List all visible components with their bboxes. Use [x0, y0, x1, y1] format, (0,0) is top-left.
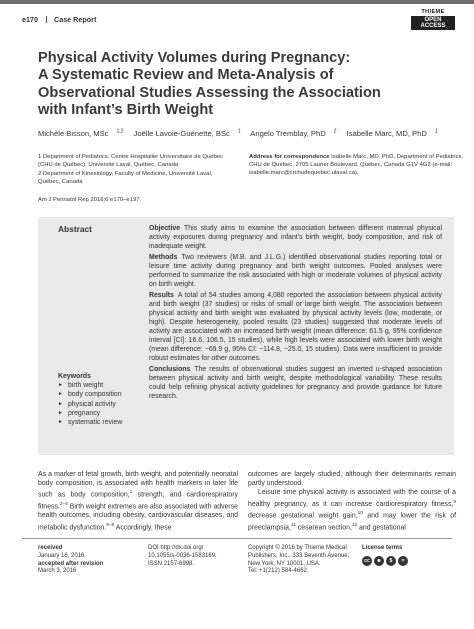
by-icon: ☻ — [374, 556, 384, 566]
copyright-line: Tel: +1(212) 584-4662. — [248, 568, 309, 575]
title-line-2: A Systematic Review and Meta-Analysis of — [38, 67, 334, 84]
copyright-line: Publishers, Inc., 333 Seventh Avenue, — [248, 552, 350, 559]
reference-mark: 2–4 — [59, 501, 68, 507]
keyword-item: ► body composition — [58, 390, 122, 399]
badge-line-2: ACCESS — [420, 23, 446, 30]
objective-text: This study aims to examine the association between different maternal physical activity exposures during pregnancy and infant’s birth weight, body composition, and risk of inadequate weight. — [149, 225, 442, 251]
abstract-objective — [149, 224, 442, 251]
methods-text: Two reviewers (M.B. and J.L.G.) identified observational studies reporting total or leisure time activity during pregnancy and birth weight outcomes. Pooled analyses were performed to summarize the risk associated with high or moderate volumes of physical activity on birth weight. — [149, 253, 442, 289]
body-text: outcomes are largely studied, although their determinants remain partly understood. — [248, 471, 456, 488]
journal-citation: Am J Perinatol Rep 2016;6:e170–e197. — [38, 197, 142, 203]
author-name: Angelo Tremblay, PhD — [250, 128, 326, 138]
body-text: strength, and cardiorespiratory fitness. — [38, 491, 238, 511]
author-affiliation-mark: 1,2 — [116, 128, 124, 134]
author — [250, 129, 336, 138]
keyword-item: ► pregnancy — [58, 409, 122, 418]
reference-mark: 1 — [129, 490, 133, 496]
page-number: e170 — [22, 15, 38, 24]
doi-label: DOI — [148, 545, 159, 551]
body-text: decrease gestational weight gain, — [248, 512, 358, 520]
reference-mark: 11 — [290, 522, 296, 528]
author-name: Michèle Bisson, MSc — [38, 128, 109, 138]
reference-mark: 9 — [453, 499, 456, 505]
title-line-3: Observational Studies Assessing the Association — [38, 84, 381, 101]
body-column-right — [248, 470, 456, 532]
author — [38, 129, 123, 138]
author-affiliation-mark: 1 — [434, 128, 438, 134]
conclusions-text: The results of observational studies suggest an inverted u-shaped association between physical activity and birth weight, despite methodological variability. These results could help refining physical activity guidelines for pregnancy and provide guidance for future research. — [149, 365, 442, 401]
section-label: Case Report — [54, 15, 97, 24]
reference-mark: 5–8 — [106, 522, 115, 528]
affiliation-1: 1 Department of Pediatrics, Centre Hospitalier Universitaire de Québec (CHU de Québec), Université Laval, Québec, Canada — [38, 154, 223, 168]
nc-icon: $ — [386, 556, 396, 566]
objective-label: Objective — [149, 225, 181, 232]
keyword-item: ► physical activity — [58, 400, 122, 409]
author-list — [38, 128, 458, 138]
keywords-heading: Keywords — [58, 373, 91, 380]
issn-value: 2157-6998. — [163, 560, 195, 567]
keyword-item: ► systematic review — [58, 418, 122, 427]
top-bar — [0, 0, 474, 4]
doi-value[interactable]: 10.1055/s-0036-1583169. — [148, 552, 217, 559]
author-name: Isabelle Marc, MD, PhD — [346, 128, 427, 138]
nd-icon: = — [398, 556, 408, 566]
author-affiliation-mark: 2 — [333, 128, 337, 134]
affiliations — [38, 153, 223, 187]
abstract-methods — [149, 253, 442, 289]
accepted-date: March 3, 2016 — [38, 568, 77, 575]
license-terms-label: License terms — [362, 545, 403, 551]
author-affiliation-mark: 1 — [237, 128, 241, 134]
correspondence-label: Address for correspondence — [249, 154, 330, 160]
copyright-line: New York, NY 10001, USA. — [248, 560, 321, 567]
received-date: January 16, 2016 — [38, 552, 85, 559]
received-dates — [38, 545, 103, 576]
reference-mark: 12 — [351, 522, 358, 528]
author-name: Joëlle Lavoie-Guénette, BSc — [133, 128, 230, 138]
copyright-block — [248, 545, 349, 576]
issn-label: ISSN — [148, 560, 163, 567]
copyright-line: Copyright © 2016 by Thieme Medical — [248, 545, 347, 551]
title-line-1: Physical Activity Volumes during Pregnancy: — [38, 50, 351, 66]
keyword-item: ► birth weight — [58, 381, 122, 390]
conclusions-label: Conclusions — [149, 365, 191, 373]
author — [134, 129, 241, 138]
header-divider — [46, 16, 47, 23]
results-label: Results — [149, 291, 174, 299]
abstract-results — [149, 291, 442, 364]
received-label: received — [38, 545, 63, 551]
doi-block — [148, 545, 217, 568]
thieme-open-access-logo — [411, 9, 455, 30]
open-access-badge — [411, 16, 455, 30]
license-label — [362, 545, 402, 553]
abstract-body — [149, 224, 442, 403]
correspondence-text: Isabelle Marc, MD, PhD, Department of Pediatrics, CHU de Québec, 2705 Laurier Boulevard, Québec, Canada G1V 4G2 (e-mail: isabelle.marc@crchudequebec.ulaval.ca). — [249, 154, 464, 176]
abstract-heading: Abstract — [58, 224, 92, 234]
body-text: Birth weight extremes are also associated with adverse health outcomes, including obesity, cardiovascular diseases, and metabolic dysfunction. — [38, 503, 238, 531]
article-title — [38, 50, 448, 120]
title-line-4: with Infant’s Birth Weight — [38, 102, 214, 119]
results-text: A total of 54 studies among 4,080 reported the association between physical activity and birth weight (37 studies) or risks of small or large birth weight. The association between physical activity and birth weight was evaluated by physical activity levels (low, moderate, or high). Despite heterogeneity, pooled results (23 studies) suggested that moderate levels of activity are associated with an increased birth weight (mean difference: 61.5 g, 95% confidence interval [CI]: 16.6, 106.5, 15 studies), while high levels were associated with lower birth weight (mean difference: −69.9 g, 95% CI: −114.8, −25.0, 15 studies). Data were insufficient to provide robust estimates for other outcomes. — [149, 291, 442, 363]
doi-link[interactable]: http://dx.doi.org/ — [160, 545, 204, 551]
abstract-conclusions — [149, 365, 442, 401]
body-text: Accordingly, these — [114, 523, 172, 531]
running-header — [22, 15, 96, 24]
badge-line-1: OPEN — [424, 17, 442, 23]
body-text: As a marker of fetal growth, birth weight, and potentially neonatal body composition, is associated with health markers in later life such as body composition, — [38, 471, 238, 499]
affiliation-2: 2 Department of Kinesiology, Faculty of Medicine, Université Laval, Québec, Canada — [38, 171, 213, 185]
methods-label: Methods — [149, 253, 178, 261]
publisher-name: THIEME — [421, 9, 445, 15]
author — [347, 129, 438, 138]
body-text: and gestational — [357, 523, 406, 531]
body-column-left — [38, 470, 238, 532]
body-text: Leisure time physical activity is associated with the course of a healthy pregnancy, as it can increase cardiorespiratory fitness, — [248, 489, 456, 508]
correspondence — [249, 153, 464, 177]
reference-mark: 10 — [357, 511, 363, 517]
cc-icon: cc — [362, 556, 372, 566]
keywords — [58, 372, 122, 427]
license-icons[interactable] — [362, 556, 408, 566]
body-text: cesarean section, — [295, 523, 352, 531]
accepted-label: accepted after revision — [38, 560, 104, 567]
body-text: and may lower the risk of preeclampsia, — [248, 512, 457, 531]
footer-divider — [22, 538, 452, 539]
